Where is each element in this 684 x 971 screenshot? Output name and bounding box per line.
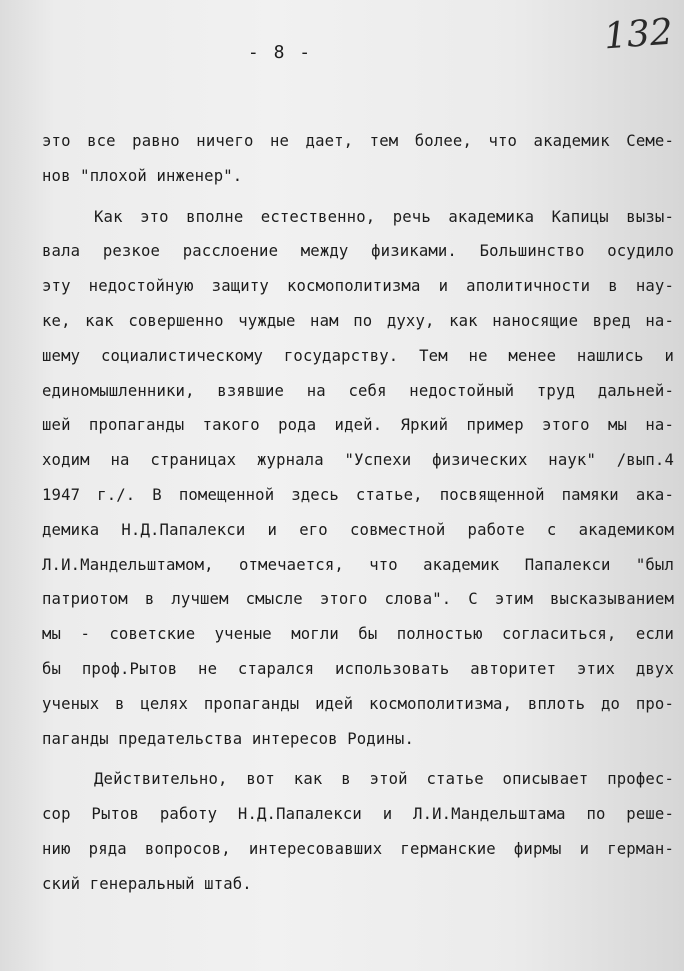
text-line: это все равно ничего не дает, тем более, что академик Семе- (42, 132, 674, 150)
paragraph-1 (42, 124, 674, 194)
text-line: эту недостойную защиту космополитизма и аполитичности в нау- (42, 277, 674, 296)
page-number: - 8 - (247, 42, 313, 63)
archive-page-number: 132 (602, 11, 675, 58)
text-line: Л.И.Мандельштамом, отмечается, что академик Папалекси "был (42, 555, 674, 574)
text-line: демика Н.Д.Папалекси и его совместной работе с академиком (42, 520, 674, 539)
paragraph-3 (42, 762, 674, 901)
text-line: ученых в целях пропаганды идей космополитизма, вплоть до про- (42, 694, 674, 713)
text-line: вала резкое расслоение между физиками. Большинство осудило (42, 242, 674, 261)
paragraph-2 (42, 200, 674, 757)
text-line: патриотом в лучшем смысле этого слова". С этим высказыванием (42, 590, 674, 609)
text-line: единомышленники, взявшие на себя недостойный труд дальней- (42, 381, 674, 400)
text-line: 1947 г./. В помещенной здесь статье, посвященной памяки ака- (42, 485, 674, 504)
text-line: нов "плохой инженер". (42, 166, 243, 185)
text-line: паганды предательства интересов Родины. (42, 729, 414, 748)
text-line: мы - советские ученые могли бы полностью согласиться, если (42, 625, 674, 644)
text-line: нию ряда вопросов, интересовавших германские фирмы и герман- (42, 839, 674, 858)
text-line: Действительно, вот как в этой статье описывает профес- (94, 770, 674, 789)
text-line: бы проф.Рытов не старался использовать авторитет этих двух (42, 659, 674, 678)
text-line: сор Рытов работу Н.Д.Папалекси и Л.И.Мандельштама по реше- (42, 805, 674, 824)
text-line: шему социалистическому государству. Тем не менее нашлись и (42, 346, 674, 365)
text-line: ке, как совершенно чуждые нам по духу, как наносящие вред на- (42, 311, 674, 330)
document-body (42, 124, 674, 902)
text-line: Как это вполне естественно, речь академика Капицы вызы- (94, 207, 674, 226)
text-line: ский генеральный штаб. (42, 874, 252, 893)
text-line: ходим на страницах журнала "Успехи физических наук" /вып.4 (42, 451, 674, 470)
text-line: шей пропаганды такого рода идей. Яркий пример этого мы на- (42, 416, 674, 435)
